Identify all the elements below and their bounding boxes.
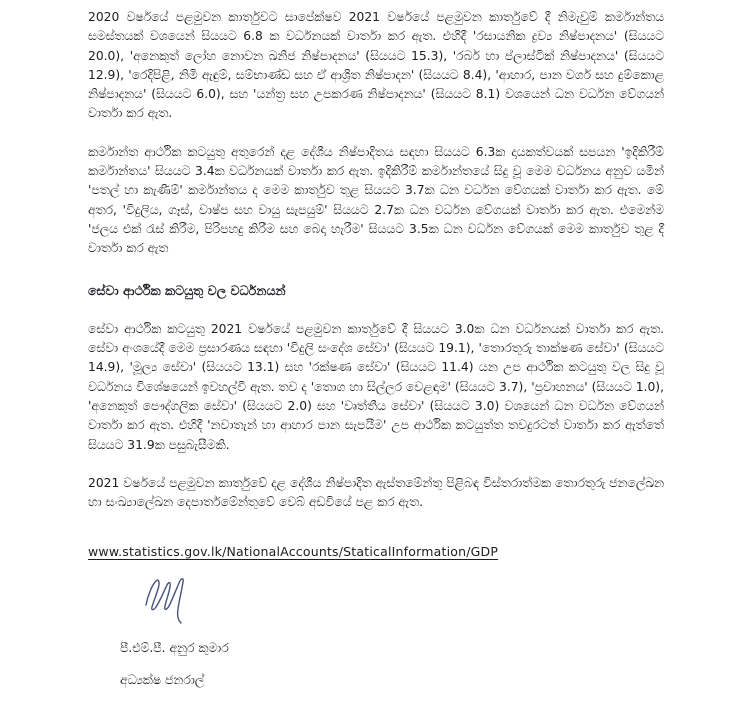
paragraph-manufacturing-growth: 2020 වර්ෂයේ පළමුවන කාර්තුවට සාපේක්ෂව 2021 වර්ෂයේ පළමුවන කාර්තුවේ දී නිමැවුම් කර්මාන්තය සමස්තයක් වශයෙන් සියයට 6.8 ක වර්ධනයක් වාර්තා කර ඇත. එහිදී 'රසායනික ද්‍රව්‍ය නිෂ්පාදනය' (සියයට 20.0), 'අනෙකුත් ලෝහ නොවන ඛනිජ නිෂ්පාදනය' (සියයට 15.3), 'රබර් හා ප්ලාස්ටික් නිෂ්පාදනය' (සියයට 12.9), 'රෙදිපිළි, නිමි ඇඳුම්, සම්භාණ්ඩ සහ ඒ ආශ්‍රිත නිෂ්පාදන' (සියයට 8.4), 'ආහාර, පාන වර්ග සහ දුම්කොළ නිෂ්පාදනය' (සියයට 6.0), සහ 'යන්ත්‍ර සහ උපකරණ නිෂ්පාදනය' (සියයට 8.1) වශයෙන් ධන වර්ධන වේගයන් වාර්තා කර ඇත. <box>88 10 664 121</box>
signature-image <box>132 565 222 627</box>
document-body <box>88 8 664 562</box>
paragraph-industry-activities: කර්මාන්ත ආර්ථික කටයුතු අතුරෙන් දළ දේශීය නිෂ්පාදිතය සඳහා සියයට 6.3ක දායකත්වයක් සපයන 'ඉදිකිරීම් කර්මාන්තය' සියයට 3.4ක වර්ධනයක් වාර්තා කර ඇත. ඉදිකිරීම් කර්මාන්තයේ සිදු වූ මෙම වර්ධනය අනුව යමින් 'පතල් හා කැණීම්' කර්මාන්තය ද මෙම කාර්තුව තුළ සියයට 3.7ක ධන වර්ධන වේගයක් වාර්තා කර ඇත. මේ අතර, 'විදුලිය, ගෑස්, වාෂ්ප සහ වායු සැපයුම්' සියයට 2.7ක ධන වර්ධන වේගයක් වාර්තා කර ඇත. එමෙන්ම 'ජලය එක් රැස් කිරීම, පිරිපහදු කිරීම සහ බෙදා හැරීම' සියයට 3.5ක ධන වර්ධන වේගයක් මෙම කාර්තුව තුළ දී වාර්තා කර ඇත <box>88 144 664 256</box>
section-heading-services-growth: සේවා ආර්ථික කටයුතු වල වර්ධනයන් <box>88 282 286 298</box>
gdp-statistics-link[interactable]: www.statistics.gov.lk/NationalAccounts/StaticalInformation/GDP <box>88 543 499 559</box>
signature-block <box>120 565 420 688</box>
signatory-name: පී.එම්.පී. අනුර කුමාර <box>120 641 229 655</box>
paragraph-publication-notice: 2021 වර්ෂයේ පළමුවන කාර්තුවේ දළ දේශීය නිෂ්පාදිත ඇස්තමේන්තු පිළිබඳ විස්තරාත්මක තොරතුරු ජනලේඛන හා සංඛ්‍යාලේඛන දෙපාර්තමේන්තුවේ වෙබ් අඩවියේ පළ කර ඇත. <box>88 475 664 510</box>
signatory-title: අධ්‍යක්ෂ ජනරාල් <box>120 673 205 687</box>
paragraph-services-growth: සේවා ආර්ථික කටයුතු 2021 වර්ෂයේ පළමුවන කාර්තුවේ දී සියයට 3.0ක ධන වර්ධනයක් වාර්තා කර ඇත. සේවා අංශයේදී මෙම ප්‍රසාරණය සඳහා 'විදුලි සංදේශ සේවා' (සියයට 19.1), 'තොරතුරු තාක්ෂණ සේවා' (සියයට 14.9), 'මූල්‍ය සේවා' (සියයට 13.1) සහ 'රක්ෂණ සේවා' (සියයට 11.4) යන උප ආර්ථික කටයුතු වල සිදු වූ වර්ධනය විශේෂයෙන් ඉවහල්වී ඇත. තව ද 'තොග හා සිල්ලර වෙළඳාම' (සියයට 3.7), 'ප්‍රවාහනය' (සියයට 1.0), 'අනෙකුත් පෞද්ගලික සේවා' (සියයට 2.0) සහ 'වෘත්තීය සේවා' (සියයට 3.0) වශයෙන් ධන වර්ධන වේගයන් වාර්තා කර ඇත. එහිදී 'නවාතැන් හා ආහාර පාන සැපයීම' උප ආර්ථික කටයුත්ත තවදුරටත් වාර්තා කර ඇත්තේ සියයට 31.9ක පසුබැසීමකි. <box>88 321 664 452</box>
